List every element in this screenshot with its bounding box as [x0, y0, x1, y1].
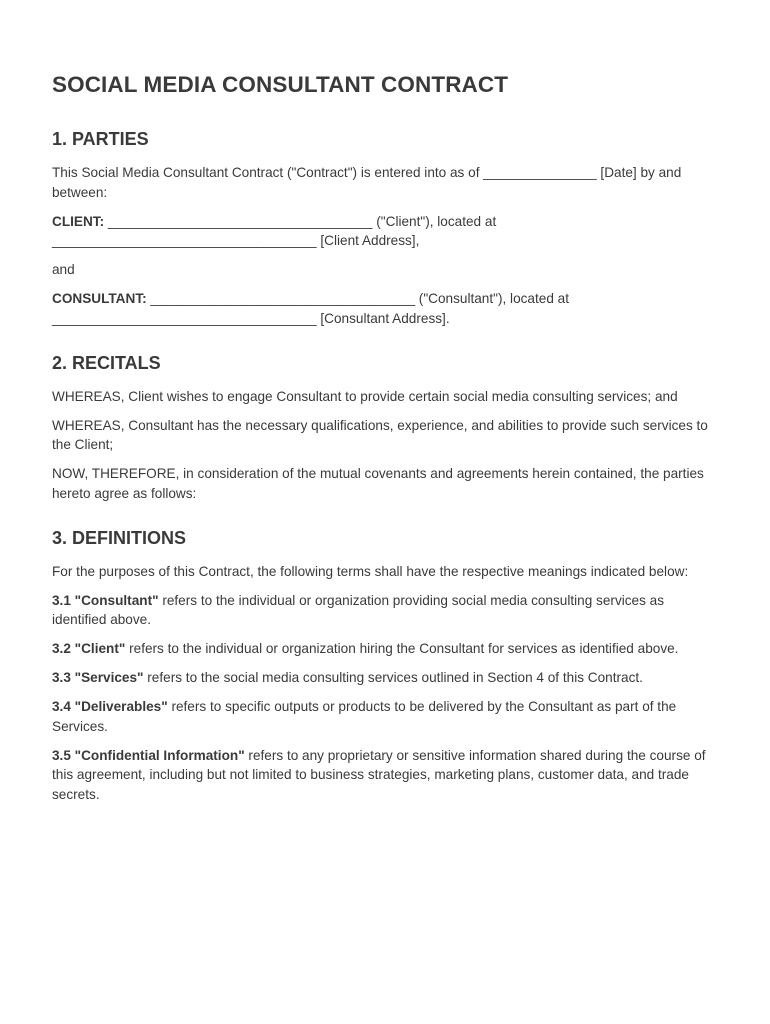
definition-term: 3.4 "Deliverables" [52, 699, 168, 714]
definition-text: refers to the social media consulting services outlined in Section 4 of this Contract. [143, 670, 643, 685]
document-title: SOCIAL MEDIA CONSULTANT CONTRACT [52, 72, 509, 97]
definition-item [52, 746, 722, 805]
consultant-label: CONSULTANT: [52, 291, 147, 306]
definition-text: refers to specific outputs or products to be delivered by the Consultant as part of the Services. [52, 699, 677, 734]
and-line: and [52, 262, 75, 277]
parties-intro: This Social Media Consultant Contract ("Contract") is entered into as of _______________ [Date] by and between: [52, 165, 682, 200]
consultant-line [52, 289, 722, 328]
section-heading-definitions: 3. DEFINITIONS [52, 527, 187, 548]
definition-text: refers to any proprietary or sensitive information shared during the course of this agreement, including but not limited to business strategies, marketing plans, customer data, and trade secrets. [52, 747, 706, 802]
client-label: CLIENT: [52, 213, 105, 229]
recital-paragraph: WHEREAS, Client wishes to engage Consultant to provide certain social media consulting services; and [52, 388, 678, 404]
section-heading-recitals: 2. RECITALS [52, 352, 161, 373]
definition-term: 3.3 "Services" [52, 670, 144, 685]
recital-paragraph: NOW, THEREFORE, in consideration of the mutual covenants and agreements herein contained, the parties hereto agree as follows: [52, 466, 704, 501]
client-line [52, 212, 722, 251]
definition-term: 3.1 "Consultant" [52, 592, 159, 608]
definition-item [52, 591, 722, 630]
definition-item [52, 697, 722, 736]
definition-text: refers to the individual or organization providing social media consulting services as identified above. [52, 592, 665, 627]
definition-item [52, 668, 722, 688]
section-definitions [52, 526, 722, 805]
definition-term: 3.5 "Confidential Information" [52, 747, 245, 763]
client-text: ___________________________________ ("Client"), located at ___________________________________ [Client Address], [52, 213, 497, 248]
definition-item [52, 639, 722, 659]
section-heading-parties: 1. PARTIES [52, 129, 149, 149]
recital-paragraph: WHEREAS, Consultant has the necessary qualifications, experience, and abilities to provide such services to the Client; [52, 417, 708, 452]
definition-text: refers to the individual or organization hiring the Consultant for services as identified above. [125, 641, 679, 656]
consultant-text: ___________________________________ ("Consultant"), located at ___________________________________ [Consultant Address]. [52, 291, 569, 326]
definitions-intro: For the purposes of this Contract, the following terms shall have the respective meanings indicated below: [52, 563, 689, 579]
section-parties [52, 127, 722, 328]
contract-page [52, 70, 722, 814]
definition-term: 3.2 "Client" [52, 641, 126, 656]
section-recitals [52, 351, 722, 504]
